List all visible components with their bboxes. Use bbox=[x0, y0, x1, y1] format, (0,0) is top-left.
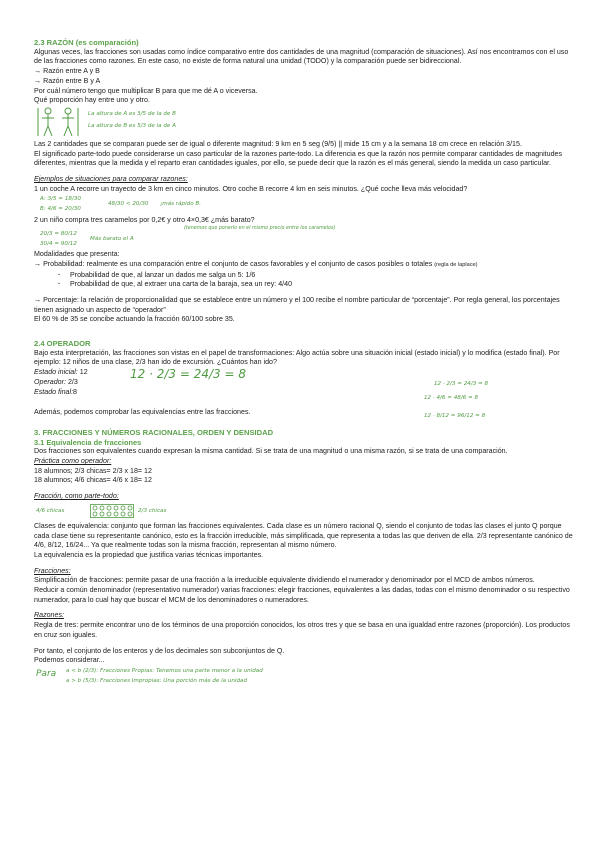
op-label: Operador: bbox=[34, 377, 66, 386]
operador-intro: Bajo esta interpretación, las fracciones son vistas en el papel de transformaciones: Algo actúa sobre una situación inicial (estado inicial) y lo modifica (estado final). Por ejemplo: 12 niños de una clase, 2/3 han ido de excursión. ¿Cuántos han ido? bbox=[34, 348, 560, 367]
razon-question-1: Por cuál número tengo que multiplicar B para que me dé A o viceversa. bbox=[34, 86, 258, 95]
para-handwriting bbox=[34, 666, 574, 688]
estado-final bbox=[34, 388, 574, 398]
section-3-title: 3. FRACCIONES Y NÚMEROS RACIONALES, ORDEN Y DENSIDAD bbox=[34, 427, 274, 437]
practica-l1: 18 alumnos; 2/3 chicas= 2/3 x 18= 12 bbox=[34, 466, 152, 475]
equivalencia-def: Dos fracciones son equivalentes cuando expresan la misma cantidad. Si se trata de una magnitud o una misma razón, si se trata de una comparación. bbox=[34, 447, 508, 456]
example-1: 1 un coche A recorre un trayecto de 3 km en cinco minutos. Otro coche B recorre 4 km en seis minutos. ¿Qué coche lleva más velocidad? bbox=[34, 184, 468, 193]
podemos-considerar: Podemos considerar... bbox=[34, 656, 105, 665]
operador-states bbox=[34, 368, 574, 408]
razones-title: Razones: bbox=[34, 611, 64, 620]
operador-hw-r1: 12 · 2/3 = 24/3 = 8 bbox=[434, 381, 489, 388]
section-3-1-title: 3.1 Equivalencia de fracciones bbox=[34, 437, 142, 447]
regla-de-tres: Regla de tres: permite encontrar uno de los términos de una proporción conocidos, los otros tres y que se basa en una igualdad entre razones (proporción). Los productos en cruz son iguales. bbox=[34, 621, 570, 639]
ini-label: Estado inicial: bbox=[34, 368, 78, 377]
prob-small: (regla de laplace) bbox=[434, 261, 478, 268]
razon-figure bbox=[34, 106, 574, 140]
fraccion-parte-todo: Fracción, como parte-todo: bbox=[34, 492, 119, 501]
razon-note-2: La altura de B es 5/3 de la de A bbox=[88, 122, 176, 129]
example-2-handwriting bbox=[34, 226, 574, 250]
ini-value: 12 bbox=[79, 368, 88, 377]
section-2-3-title: 2.3 RAZÓN (es comparación) bbox=[34, 38, 139, 47]
ex1-hw-b: B: 4/6 = 20/30 bbox=[40, 206, 81, 213]
modalidades-title: Modalidades que presenta: bbox=[34, 250, 120, 259]
hw-46-chicas: 4/6 chicas bbox=[36, 507, 65, 514]
example-1-handwriting bbox=[34, 194, 574, 216]
hw-23-chicas: 2/3 chicas bbox=[138, 507, 167, 514]
example-2: 2 un niño compra tres caramelos por 0,2€ y otro 4×0,3€ ¿más barato? bbox=[34, 216, 255, 225]
operador-equiv: Además, podemos comprobar las equivalencias entre las fracciones. bbox=[34, 408, 251, 417]
razon-a-b: → Razón entre A y B bbox=[34, 67, 100, 76]
ex2-hw-a: 20/3 = 80/12 bbox=[40, 231, 77, 238]
simplificacion: Simplificación de fracciones: permite pasar de una fracción a la irreducible equivalente dividiendo el numerador y denominador por el MCD de ambos números. bbox=[34, 576, 535, 585]
section-2-4-title: 2.4 OPERADOR bbox=[34, 339, 91, 349]
hw-propias: a < b (2/3): Fracciones Propias: Tenemos una parte menor a la unidad bbox=[66, 667, 263, 674]
prob-bullet-1: · Probabilidad de que, al lanzar un dados me salga un 5: 1/6 bbox=[34, 271, 574, 281]
modalidad-probabilidad bbox=[34, 260, 574, 271]
razon-b-a: → Razón entre B y A bbox=[34, 76, 101, 85]
hw-para: Para bbox=[36, 668, 57, 679]
fracciones-title: Fracciones: bbox=[34, 566, 71, 575]
operador-hw-main: 12 · 2/3 = 24/3 = 8 bbox=[130, 367, 246, 382]
prob-bullet-2: · Probabilidad de que, al extraer una carta de la baraja, sea un rey: 4/40 bbox=[34, 280, 574, 290]
clases-equivalencia: Clases de equivalencia: conjunto que forman las fracciones equivalentes. Cada clase es un número racional Q, siendo el conjunto de todas las clases el junto Q porque cada clase tiene su representante canónico, esto es la fracción irreducible, más simplificada, que representa a todas las que deriven de ella. 2/3 representante canónico de 4/6, 8/12, 16/24... Ya que realmente todas son la misma fracción, representan al mismo número. bbox=[34, 521, 573, 550]
operador-hw-r3: 12 · 8/12 = 96/12 = 8 bbox=[424, 413, 486, 420]
practica-operador: Práctica como operador: bbox=[34, 456, 112, 465]
ex2-hw-b: 30/4 = 90/12 bbox=[40, 241, 77, 248]
operador-hw-r2: 12 · 4/6 = 48/6 = 8 bbox=[424, 395, 479, 402]
stick-figures-icon bbox=[36, 106, 80, 138]
fin-value: 8 bbox=[73, 387, 77, 396]
razon-note-1: La altura de A es 3/5 de la de B bbox=[88, 110, 176, 117]
document-page bbox=[34, 0, 574, 848]
ex1-hw-a: A: 3/5 = 18/30 bbox=[40, 196, 81, 203]
porcentaje-ejemplo: El 60 % de 35 se concibe actuando la fracción 60/100 sobre 35. bbox=[34, 315, 235, 324]
razon-question-2: Qué proporción hay entre uno y otro. bbox=[34, 96, 150, 105]
razon-intro: Algunas veces, las fracciones son usadas como índice comparativo entre dos cantidades de una magnitud (comparación de situaciones). Así nos encontramos con el uso de las fracciones como razones. En este caso, no existe de forma natural una unidad (TODO) y la comparación puede ser bidireccional. bbox=[34, 47, 569, 66]
parte-todo-drawing bbox=[34, 502, 574, 522]
practica-l2: 18 alumnos; 4/6 chicas= 4/6 x 18= 12 bbox=[34, 476, 152, 485]
operador bbox=[34, 378, 574, 388]
modalidad-porcentaje: → Porcentaje: la relación de proporcionalidad que se establece entre un número y el 100 recibe el nombre particular de “porcentaje”. Por regla general, los porcentajes tienen asignado un aspecto de “operador” bbox=[34, 295, 560, 314]
ex2-hw-c: Más barato el A bbox=[90, 236, 134, 243]
equivalencia-propiedad: La equivalencia es la propiedad que justifica varias técnicas importantes. bbox=[34, 550, 264, 559]
fin-label: Estado final: bbox=[34, 387, 74, 396]
prob-text: → Probabilidad: realmente es una comparación entre el conjunto de casos favorables y el conjunto de casos posibles o totales bbox=[34, 259, 433, 268]
por-tanto: Por tanto, el conjunto de los enteros y de los decimales son subconjuntos de Q. bbox=[34, 646, 285, 655]
ex2-hw-note: (tenemos que ponerlo en el mismo precio entre los caramelos) bbox=[184, 226, 336, 232]
examples-title: Ejemplos de situaciones para comparar razones: bbox=[34, 175, 188, 184]
hw-impropias: a > b (5/3): Fracciones Impropias: Una porción más de la unidad bbox=[66, 677, 248, 684]
op-value: 2/3 bbox=[67, 377, 78, 386]
dots-grid-icon bbox=[90, 504, 134, 518]
razon-meaning: El significado parte-todo puede considerarse un caso particular de la razones parte-todo. La diferencia es que la razón nos permite comparar cantidades de magnitudes diferentes, mientras que la medida y el reparto eran cantidades iguales, por ello, se puede decir que la razón es el más general, siendo la medida un caso particular. bbox=[34, 149, 563, 168]
reducir-comun: Reducir a común denominador (representativo numerador) varias fracciones: elegir fracciones, equivalentes a las dadas, todas con el mismo denominador o su respectivo numerador, para lo cual hay que buscar el MCM de los denominadores o numeradores. bbox=[34, 586, 570, 604]
ex1-hw-d: ¡más rápido B. bbox=[160, 201, 202, 208]
ex1-hw-c: 48/30 < 20/30 bbox=[108, 201, 149, 208]
razon-compare: Las 2 cantidades que se comparan puede ser de igual o diferente magnitud: 9 km en 5 seg (9/5) || mide 15 cm y a la semana 18 cm crece en relación 3/15. bbox=[34, 139, 522, 148]
